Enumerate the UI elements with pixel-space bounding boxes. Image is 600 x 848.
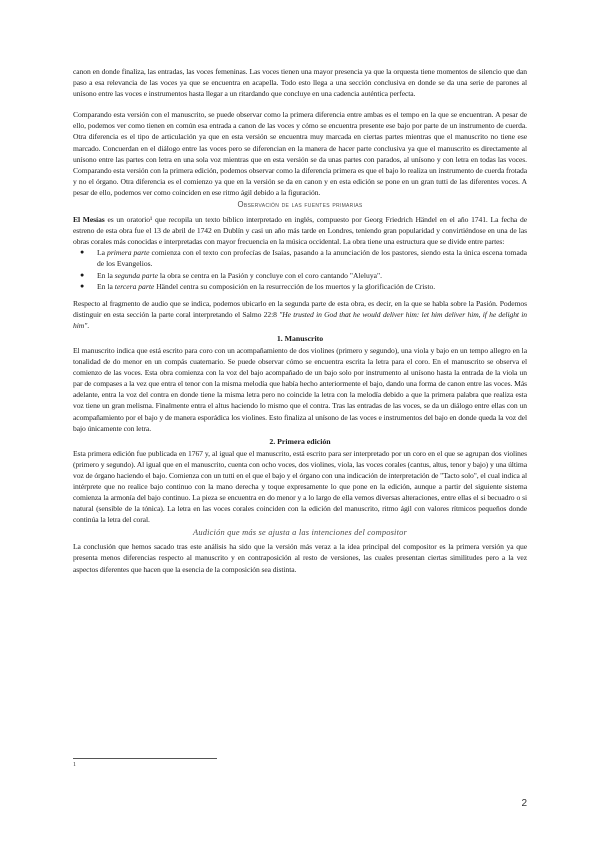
bullet-icon: ●: [80, 270, 85, 279]
list-item-text: En la: [97, 270, 115, 280]
paragraph: canon en donde finaliza, las entradas, las voces femeninas. Las voces tienen una mayor presencia ya que la orquesta tiene momentos de silencio que dan paso a esa relevancia de las voces ya que se encuentra en acapella. Todo esto llega a una sección conclusiva en donde se da una serie de parones al unísono entre las voces e instrumentos hasta llegar a un ritardando que concluye en una cadencia auténtica perfecta.: [73, 67, 527, 99]
list-item-emphasis: tercera parte: [114, 281, 155, 291]
paragraph: Comparando esta versión con el manuscrito, se puede observar como la primera diferencia entre ambas es el tempo en la que se encuentran. A pesar de ello, podemos ver como tienen en común esa entrada a canon de las voces y cómo se encuentra presente ese bajo por parte de un instrumento de cuerda. Otra diferencia es el tipo de articulación ya que en esta versión se encuentra muy marcada en ciertas partes mientras que el manuscrito no tiene ese marcado. Concuerdan en el diálogo entre las voces pero se diferencian en la manera de hacer parte conclusiva ya que el manuscrito es directamente al unísono entre las partes con letra en una sola voz mientras que en esta versión se da unas partes con parados, al unísono y con letra en todas las voces. Comparando esta versión con la primera edición, podemos observar como la diferencia primera es que el bajo lo realiza un instrumento de cuerda frotada y no el órgano. Otra diferencia es el comienzo ya que en la versión se da en canon y en esta edición se pone en un gran tutti de las diferentes voces. A pesar de ello, podemos ver como coinciden en ese ritmo ágil debido a la figuración.: [73, 110, 527, 197]
list-item-text: La: [97, 248, 108, 258]
section-heading: Audición que más se ajusta a las intenciones del compositor: [193, 528, 407, 538]
page-body: [73, 66, 527, 575]
paragraph: [73, 298, 527, 331]
subheading-manuscrito: 1. Manuscrito: [276, 333, 324, 343]
paragraph: [73, 214, 527, 247]
page-number: 2: [521, 798, 527, 809]
footnote: 1: [73, 762, 76, 768]
list-item-text: la obra se centra en la Pasión y concluye con el coro cantando "Aleluya".: [157, 270, 382, 280]
section-heading: Observación de las fuentes primarias: [237, 200, 363, 210]
bullet-list: [73, 247, 527, 291]
list-item-emphasis: primera parte: [107, 248, 150, 258]
paragraph-text: .: [87, 320, 90, 330]
list-item-text: En la: [97, 281, 115, 291]
list-item-emphasis: segunda parte: [114, 270, 158, 280]
list-item-text: Händel centra su composición en la resurrección de los muertos y la glorificación de Cristo.: [154, 281, 436, 291]
subheading-primera-edicion: 2. Primera edición: [269, 436, 331, 446]
paragraph-text: es un oratorio¹ que recopila un texto bíblico interpretado en inglés, compuesto por Georg Friedrich Händel en el año 1741. La fecha de estreno de esta obra fue el 13 de abril de 1742 en Dublín y casi un año más tarde en Londres, teniendo gran popularidad y convirtiéndose en una de las obras corales más conocidas e interpretadas con mayor frecuencia en la música occidental. La obra tiene una estructura que se divide entre partes:: [73, 215, 527, 247]
paragraph: El manuscrito indica que está escrito para coro con un acompañamiento de dos violines (primero y segundo), una viola y bajo en un tempo allegro en la tonalidad de do menor en un compás cuaternario. Se puede observar cómo se encuentra escrita la letra para el coro. En el manuscrito se observa el comienzo de las voces. Esta obra comienza con la voz del bajo acompañado de un bajo solo por instrumento al unísono hasta la entrada de la viola un par de compases a la vez que entra el tenor con la misma melodía que había hecho anteriormente el bajo, dando una forma de canon entre las voces. Más adelante, entra la voz del contra en donde tiene la misma letra pero no coincide la letra con la melodía debido a que la primera palabra que realiza esta voz tiene un gran melisma. Finalmente entra el altus haciendo lo mismo que el contra. Tras las entradas de las voces, se da un diálogo entre ellas con un acompañamiento por el bajo y de manera esporádica los violines. Esto finaliza al unísono de las voces e instrumentos del bajo en donde queda la voz del bajo únicamente con letra.: [73, 345, 527, 433]
list-item: [80, 247, 527, 269]
work-title: El Mesías: [73, 215, 105, 225]
list-item-text: comienza con el texto con profecías de Isaías, pasando a la anunciación de los pastores, siendo esta la única escena tomada de los Evangelios.: [97, 248, 527, 269]
paragraph: La conclusión que hemos sacado tras este análisis ha sido que la versión más veraz a la idea principal del compositor es la primera versión ya que presenta menos diferencias respecto al manuscrito y en contraposición al resto de versiones, las cuales presentan ciertas similitudes pero a la vez aspectos diferentes que hacen que la esencia de la composición sea distinta.: [73, 542, 527, 574]
list-item: [80, 270, 527, 281]
footnote-separator: [73, 758, 217, 759]
bullet-icon: ●: [80, 281, 85, 290]
psalm-quote: "He trusted in God that he would deliver him: let him deliver him, if he delight in him": [73, 309, 527, 330]
paragraph-text: Respecto al fragmento de audio que se indica, podemos ubicarlo en la segunda parte de esta obra, es decir, en la que se habla sobre la Pasión. Podemos distinguir en esta sección la parte coral interpretando el Salmo 22:8: [73, 298, 527, 319]
list-item: [80, 281, 527, 292]
paragraph: Esta primera edición fue publicada en 1767 y, al igual que el manuscrito, está escrito para ser interpretado por un coro en el que se agrupan dos violines (primero y segundo). Al igual que en el manuscrito, cuenta con ocho voces, dos violines, viola, las voces corales (cantus, altus, tenor y bajo) y una última voz de órgano haciendo el bajo. Comienza con un tutti en el que el bajo y el órgano con una indicación de interpretación de "Tacto solo", el cual indica al intérprete que no realice bajo continuo con la mano derecha y toque expresamente lo que pone en la edición, aunque a partir del siguiente sistema comienza la armonía del bajo continuo. La pieza se encuentra en do menor y a lo largo de ella vemos diversas alteraciones, entre ellas el si becuadro o si natural (sensible de la tónica). La letra en las voces corales coinciden con la edición del manuscrito, ritmo ágil con valores rítmicos pequeños donde continúa la letra del coral.: [73, 448, 527, 525]
bullet-icon: ●: [80, 248, 85, 257]
